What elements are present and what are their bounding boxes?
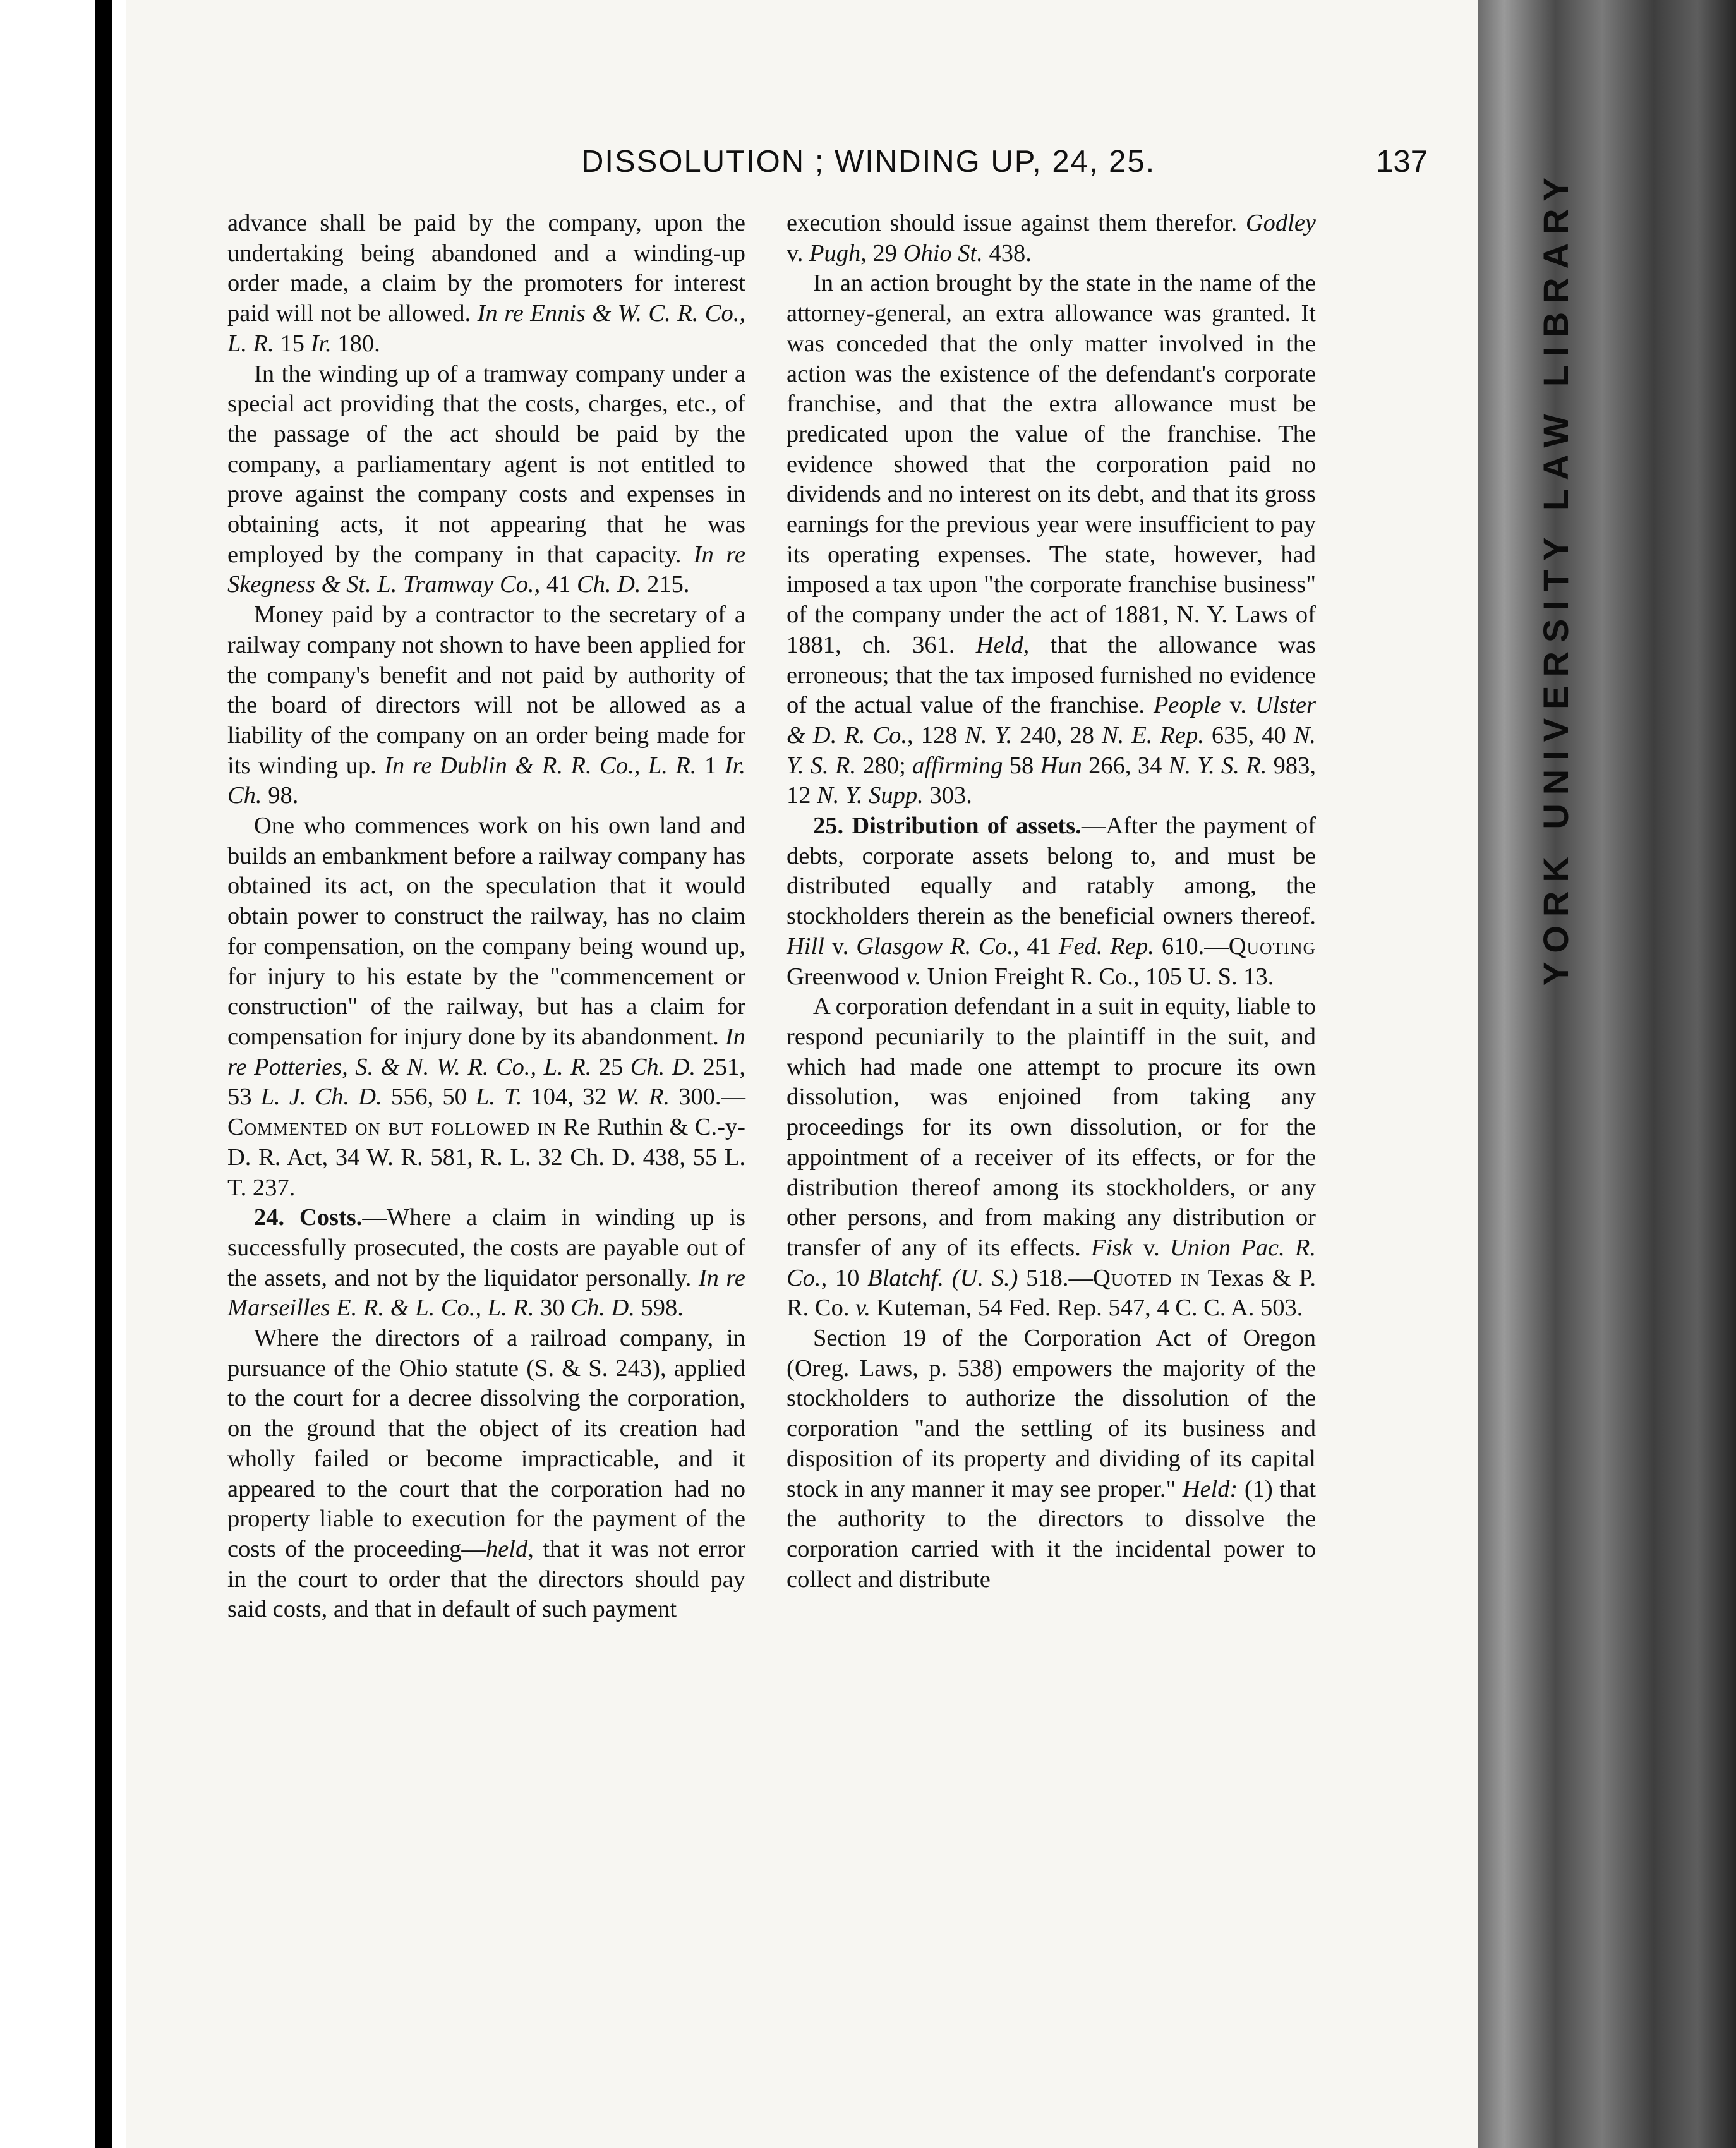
text: In an action brought by the state in the name of the attorney-general, an extra allowance was granted. It was conceded that the only matter involved in the action was the existence of the defendant's corporate franchise, and that the extra allowance must be predicated upon the value of the franchise. The evidence showed that the corporation paid no dividends and no interest on its debt, and that its gross earnings for the previous year were insufficient to pay its operating expenses. The state, however, had imposed a tax upon "the corporate franchise business" of the company under the act of 1881, N. Y. Laws of 1881, ch. 361. bbox=[787, 270, 1316, 658]
citation: Ch. D. bbox=[570, 1294, 635, 1322]
text: , 29 bbox=[860, 239, 903, 267]
text: In the winding up of a tramway company under a special act providing that the costs, charges, etc., of the passage of the act should be paid by the company, a parliamentary agent is not entitled to prove against the company costs and expenses in obtaining acts, it not appearing that he was employed by the company in that capacity. bbox=[227, 360, 745, 568]
text: Section 19 of the Corporation Act of Oregon (Oreg. Laws, p. 538) empowers the majority of the stockholders to authorize the dissolution of the corporation "and the settling of its business and disposition of its property and dividing of its capital stock in any manner it may see proper." bbox=[787, 1325, 1316, 1502]
citation: In re Skegness & St. L. Tramway Co. bbox=[227, 541, 745, 598]
text: Texas & P. R. Co. bbox=[787, 1264, 1317, 1322]
citation: Pugh bbox=[809, 239, 861, 267]
paragraph bbox=[787, 1324, 1316, 1595]
citation: Ch. D. bbox=[630, 1053, 696, 1080]
text: 104, 32 bbox=[522, 1083, 616, 1111]
citation: Ir. bbox=[310, 330, 332, 357]
text: 598. bbox=[634, 1294, 684, 1322]
held: Held: bbox=[1182, 1475, 1238, 1502]
citation: affirming bbox=[912, 752, 1003, 779]
text: 30 bbox=[534, 1294, 571, 1322]
text: Money paid by a contractor to the secretary of a railway company not shown to have been applied for the company's benefit and not paid by authority of the board of directors will not be allowed as a liability of the company on an order being made for its winding up. bbox=[227, 601, 745, 779]
citation: L. J. Ch. D. bbox=[260, 1083, 382, 1111]
citation: Ir. Ch. bbox=[227, 752, 746, 809]
text: , that the allowance was erroneous; that the tax imposed furnished no evidence of the actual value of the franchise. bbox=[787, 631, 1316, 719]
left-column bbox=[227, 208, 745, 1625]
paragraph bbox=[227, 811, 745, 1203]
text: 610.— bbox=[1154, 932, 1229, 960]
citation: N. Y. S. R. bbox=[787, 721, 1317, 779]
text: 518.— bbox=[1018, 1264, 1094, 1291]
citation: Ulster & D. R. Co. bbox=[787, 692, 1317, 749]
held: Held bbox=[975, 631, 1023, 658]
right-column bbox=[787, 208, 1316, 1595]
citation: Ohio St. bbox=[903, 239, 983, 267]
text: v. bbox=[824, 932, 857, 960]
citation: People bbox=[1153, 692, 1221, 719]
section-25 bbox=[787, 811, 1316, 992]
text: 180. bbox=[331, 330, 380, 357]
citation: Fisk bbox=[1090, 1234, 1133, 1261]
citation: Hill bbox=[787, 932, 824, 960]
text: v. bbox=[787, 239, 809, 267]
held: held bbox=[485, 1535, 528, 1562]
text: 25 bbox=[591, 1053, 630, 1080]
text: 635, 40 bbox=[1203, 721, 1294, 749]
section-24 bbox=[227, 1203, 745, 1324]
text: 438. bbox=[982, 239, 1032, 267]
citation: Glasgow R. Co. bbox=[856, 932, 1013, 960]
text: advance shall be paid by the company, upon the undertaking being abandoned and a winding-up order made, a claim by the promoters for interest paid will not be allowed. bbox=[227, 210, 745, 327]
text: 266, 34 bbox=[1082, 752, 1169, 779]
small-caps-note: Quoting bbox=[1228, 932, 1317, 960]
text: —After the payment of debts, corporate assets belong to, and must be distributed equally and ratably among, the stockholders therein as the beneficial owners thereof. bbox=[787, 812, 1316, 930]
paragraph bbox=[227, 208, 745, 359]
text: 556, 50 bbox=[382, 1083, 476, 1111]
left-page-edge bbox=[0, 0, 126, 2148]
text: Greenwood bbox=[787, 963, 907, 990]
section-heading: 25. Distribution of assets. bbox=[813, 812, 1082, 840]
citation: Hun bbox=[1040, 752, 1082, 779]
citation: In re Marseilles E. R. & L. Co., L. R. bbox=[227, 1264, 746, 1322]
small-caps-note: Quoted in bbox=[1093, 1264, 1200, 1291]
text: Union Freight R. Co., 105 U. S. 13. bbox=[921, 963, 1274, 990]
citation: N. Y. S. R. bbox=[1168, 752, 1267, 779]
citation: In re Dublin & R. R. Co., L. R. bbox=[384, 752, 697, 779]
text: execution should issue against them therefor. bbox=[787, 210, 1246, 236]
book-binding bbox=[1478, 0, 1736, 2148]
paragraph bbox=[787, 268, 1316, 811]
text: 983, 12 bbox=[787, 752, 1317, 809]
citation: Ch. D. bbox=[576, 571, 641, 598]
text: 251, 53 bbox=[227, 1053, 745, 1111]
text: One who commences work on his own land and builds an embankment before a railway company has obtained its act, on the speculation that it would obtain power to construct the railway, has no claim for compensation, on the company being wound up, for injury to his estate by the "commencement or construction" of the railway, but has a claim for compensation for injury done by its abandonment. bbox=[227, 812, 745, 1050]
text: 280; bbox=[856, 752, 913, 779]
citation: W. R. bbox=[615, 1083, 670, 1111]
text: Where the directors of a railroad company, in pursuance of the Ohio statute (S. & S. 243), applied to the court for a decree dissolving the corporation, on the ground that the object of its creation had wholly failed or become impracticable, and it appeared to the court that the corporation had no property liable to execution for the payment of the costs of the proceeding— bbox=[227, 1325, 745, 1562]
section-heading: 24. Costs. bbox=[254, 1204, 363, 1231]
text: 300.— bbox=[670, 1083, 746, 1111]
paragraph bbox=[227, 1324, 745, 1625]
page-number: 137 bbox=[1376, 145, 1428, 179]
paragraph bbox=[227, 359, 745, 601]
citation: Union Pac. R. Co. bbox=[787, 1234, 1316, 1291]
citation: Godley bbox=[1245, 210, 1316, 236]
text: 240, 28 bbox=[1012, 721, 1102, 749]
citation: Blatchf. (U. S.) bbox=[867, 1264, 1018, 1291]
text: , that it was not error in the court to order that the directors should pay said costs, and that in default of such payment bbox=[227, 1535, 746, 1623]
text: , 128 bbox=[907, 721, 965, 749]
versus: v. bbox=[855, 1294, 871, 1322]
text: v. bbox=[1133, 1234, 1170, 1261]
citation: N. Y. bbox=[965, 721, 1013, 749]
paragraph bbox=[787, 208, 1316, 268]
text: 58 bbox=[1003, 752, 1040, 779]
citation: N. E. Rep. bbox=[1101, 721, 1204, 749]
text: , 10 bbox=[821, 1264, 868, 1291]
citation: In re Potteries, S. & N. W. R. Co., L. R. bbox=[227, 1023, 745, 1080]
text: 215. bbox=[641, 571, 690, 598]
text: —Where a claim in winding up is successfully prosecuted, the costs are payable out of the assets, and not by the liquidator personally. bbox=[227, 1204, 746, 1291]
book-page bbox=[126, 0, 1478, 2148]
text: , 41 bbox=[534, 571, 577, 598]
citation: In re Ennis & W. C. R. Co., L. R. bbox=[227, 300, 745, 357]
page-gutter bbox=[95, 0, 112, 2148]
citation: Fed. Rep. bbox=[1058, 932, 1154, 960]
text: v. bbox=[1221, 692, 1255, 719]
text: 98. bbox=[262, 782, 299, 809]
text: Re Ruthin & C.-y-D. R. Act, 34 W. R. 581, R. L. 32 Ch. D. 438, 55 L. T. 237. bbox=[227, 1114, 745, 1201]
text: , 41 bbox=[1013, 932, 1059, 960]
paragraph bbox=[787, 992, 1316, 1324]
versus: v. bbox=[906, 963, 922, 990]
text: 1 bbox=[696, 752, 725, 779]
small-caps-note: Commented on but followed in bbox=[227, 1114, 557, 1141]
citation: L. T. bbox=[475, 1083, 522, 1111]
text: (1) that the authority to the directors to dissolve the corporation carried with it the incidental power to collect and distribute bbox=[787, 1475, 1316, 1593]
text: A corporation defendant in a suit in equity, liable to respond pecuniarily to the plaintiff in the suit, and which had made one attempt to procure its own dissolution, was enjoined from taking any proceedings for its own dissolution, or for the appointment of a receiver of its effects, or for the distribution thereof among its stockholders, or any other persons, and from making any distribution or transfer of any of its effects. bbox=[787, 993, 1316, 1261]
running-head: DISSOLUTION ; WINDING UP, 24, 25. bbox=[581, 145, 1156, 179]
citation: N. Y. Supp. bbox=[817, 782, 924, 809]
text: 303. bbox=[923, 782, 972, 809]
text: 15 bbox=[274, 330, 311, 357]
page-header bbox=[581, 144, 1428, 188]
library-stamp: YORK UNIVERSITY LAW LIBRARY bbox=[1536, 169, 1576, 986]
paragraph bbox=[227, 600, 745, 811]
text: Kuteman, 54 Fed. Rep. 547, 4 C. C. A. 503. bbox=[870, 1294, 1303, 1322]
